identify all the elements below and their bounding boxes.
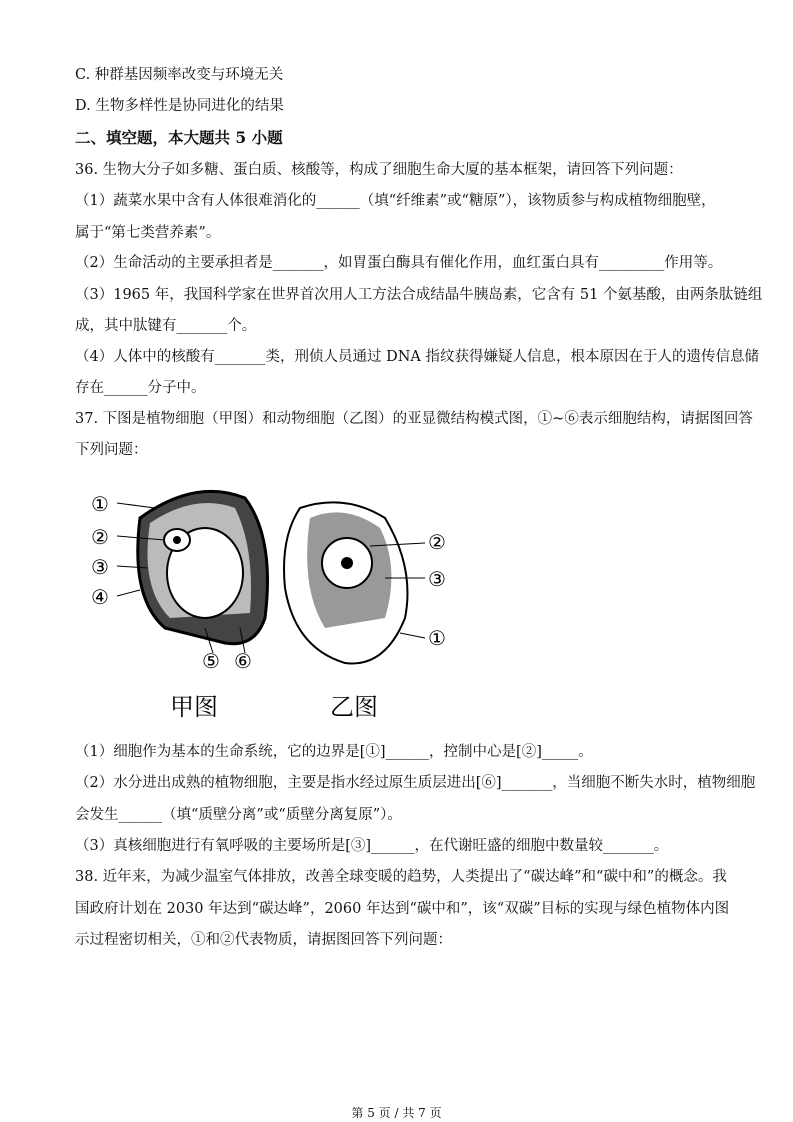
- page-footer: 第 5 页 / 共 7 页: [351, 1106, 442, 1120]
- animal-label: ③: [428, 567, 446, 591]
- q37-line: （1）细胞作为基本的生命系统，它的边界是[①]______，控制中心是[②]_____。: [75, 744, 593, 760]
- option-d: D. 生物多样性是协同进化的结果: [75, 98, 284, 114]
- q38-line: 38. 近年来，为减少温室气体排放，改善全球变暖的趋势，人类提出了“碳达峰”和“碳中和”的概念。我: [75, 869, 727, 885]
- q36-line: 成，其中肽键有_______个。: [75, 318, 257, 334]
- animal-label: ①: [428, 626, 446, 650]
- plant-label: ③: [91, 555, 109, 579]
- plant-label: ⑥: [234, 649, 252, 673]
- q36-line: 属于“第七类营养素”。: [75, 225, 221, 241]
- option-c: C. 种群基因频率改变与环境无关: [75, 67, 284, 83]
- animal-cell: [284, 502, 425, 663]
- q37-line: （2）水分进出成熟的植物细胞，主要是指水经过原生质层进出[⑥]_______，当细胞不断失水时，植物细胞: [75, 775, 756, 791]
- q38-line: 国政府计划在 2030 年达到“碳达峰”，2060 年达到“碳中和”，该“双碳”目标的实现与绿色植物体内图: [75, 901, 730, 917]
- q36-line: （3）1965 年，我国科学家在世界首次用人工方法合成结晶牛胰岛素，它含有 51 个氨基酸，由两条肽链组: [75, 287, 763, 303]
- q37-intro: 下列问题：: [75, 442, 148, 458]
- q36-line: 存在______分子中。: [75, 380, 206, 396]
- section-title: 二、填空题，本大题共 5 小题: [75, 128, 283, 147]
- plant-label: ⑤: [202, 649, 220, 673]
- plant-cell: [117, 491, 268, 653]
- q37-line: （3）真核细胞进行有氧呼吸的主要场所是[③]______，在代谢旺盛的细胞中数量较_______。: [75, 838, 669, 854]
- cell-diagrams: [85, 478, 465, 728]
- q37-intro: 37. 下图是植物细胞（甲图）和动物细胞（乙图）的亚显微结构模式图，①~⑥表示细胞结构，请据图回答: [75, 411, 753, 427]
- plant-label: ②: [91, 525, 109, 549]
- q38-line: 示过程密切相关，①和②代表物质，请据图回答下列问题：: [75, 932, 452, 948]
- q36-line: （2）生命活动的主要承担者是_______，如胃蛋白酶具有催化作用，血红蛋白具有_________作用等。: [75, 255, 723, 271]
- cell-diagram-figure: [85, 478, 465, 728]
- caption-animal: 乙图: [330, 693, 378, 721]
- caption-plant: 甲图: [170, 693, 218, 721]
- q36-line: 36. 生物大分子如多糖、蛋白质、核酸等，构成了细胞生命大厦的基本框架，请回答下列问题：: [75, 162, 683, 178]
- plant-label: ①: [91, 492, 109, 516]
- animal-label: ②: [428, 530, 446, 554]
- plant-label: ④: [91, 585, 109, 609]
- q36-line: （4）人体中的核酸有_______类，刑侦人员通过 DNA 指纹获得嫌疑人信息，根本原因在于人的遗传信息储: [75, 349, 759, 365]
- q36-line: （1）蔬菜水果中含有人体很难消化的______（填“纤维素”或“糖原”），该物质参与构成植物细胞壁，: [75, 193, 716, 209]
- q37-line: 会发生______（填“质壁分离”或“质壁分离复原”）。: [75, 807, 402, 823]
